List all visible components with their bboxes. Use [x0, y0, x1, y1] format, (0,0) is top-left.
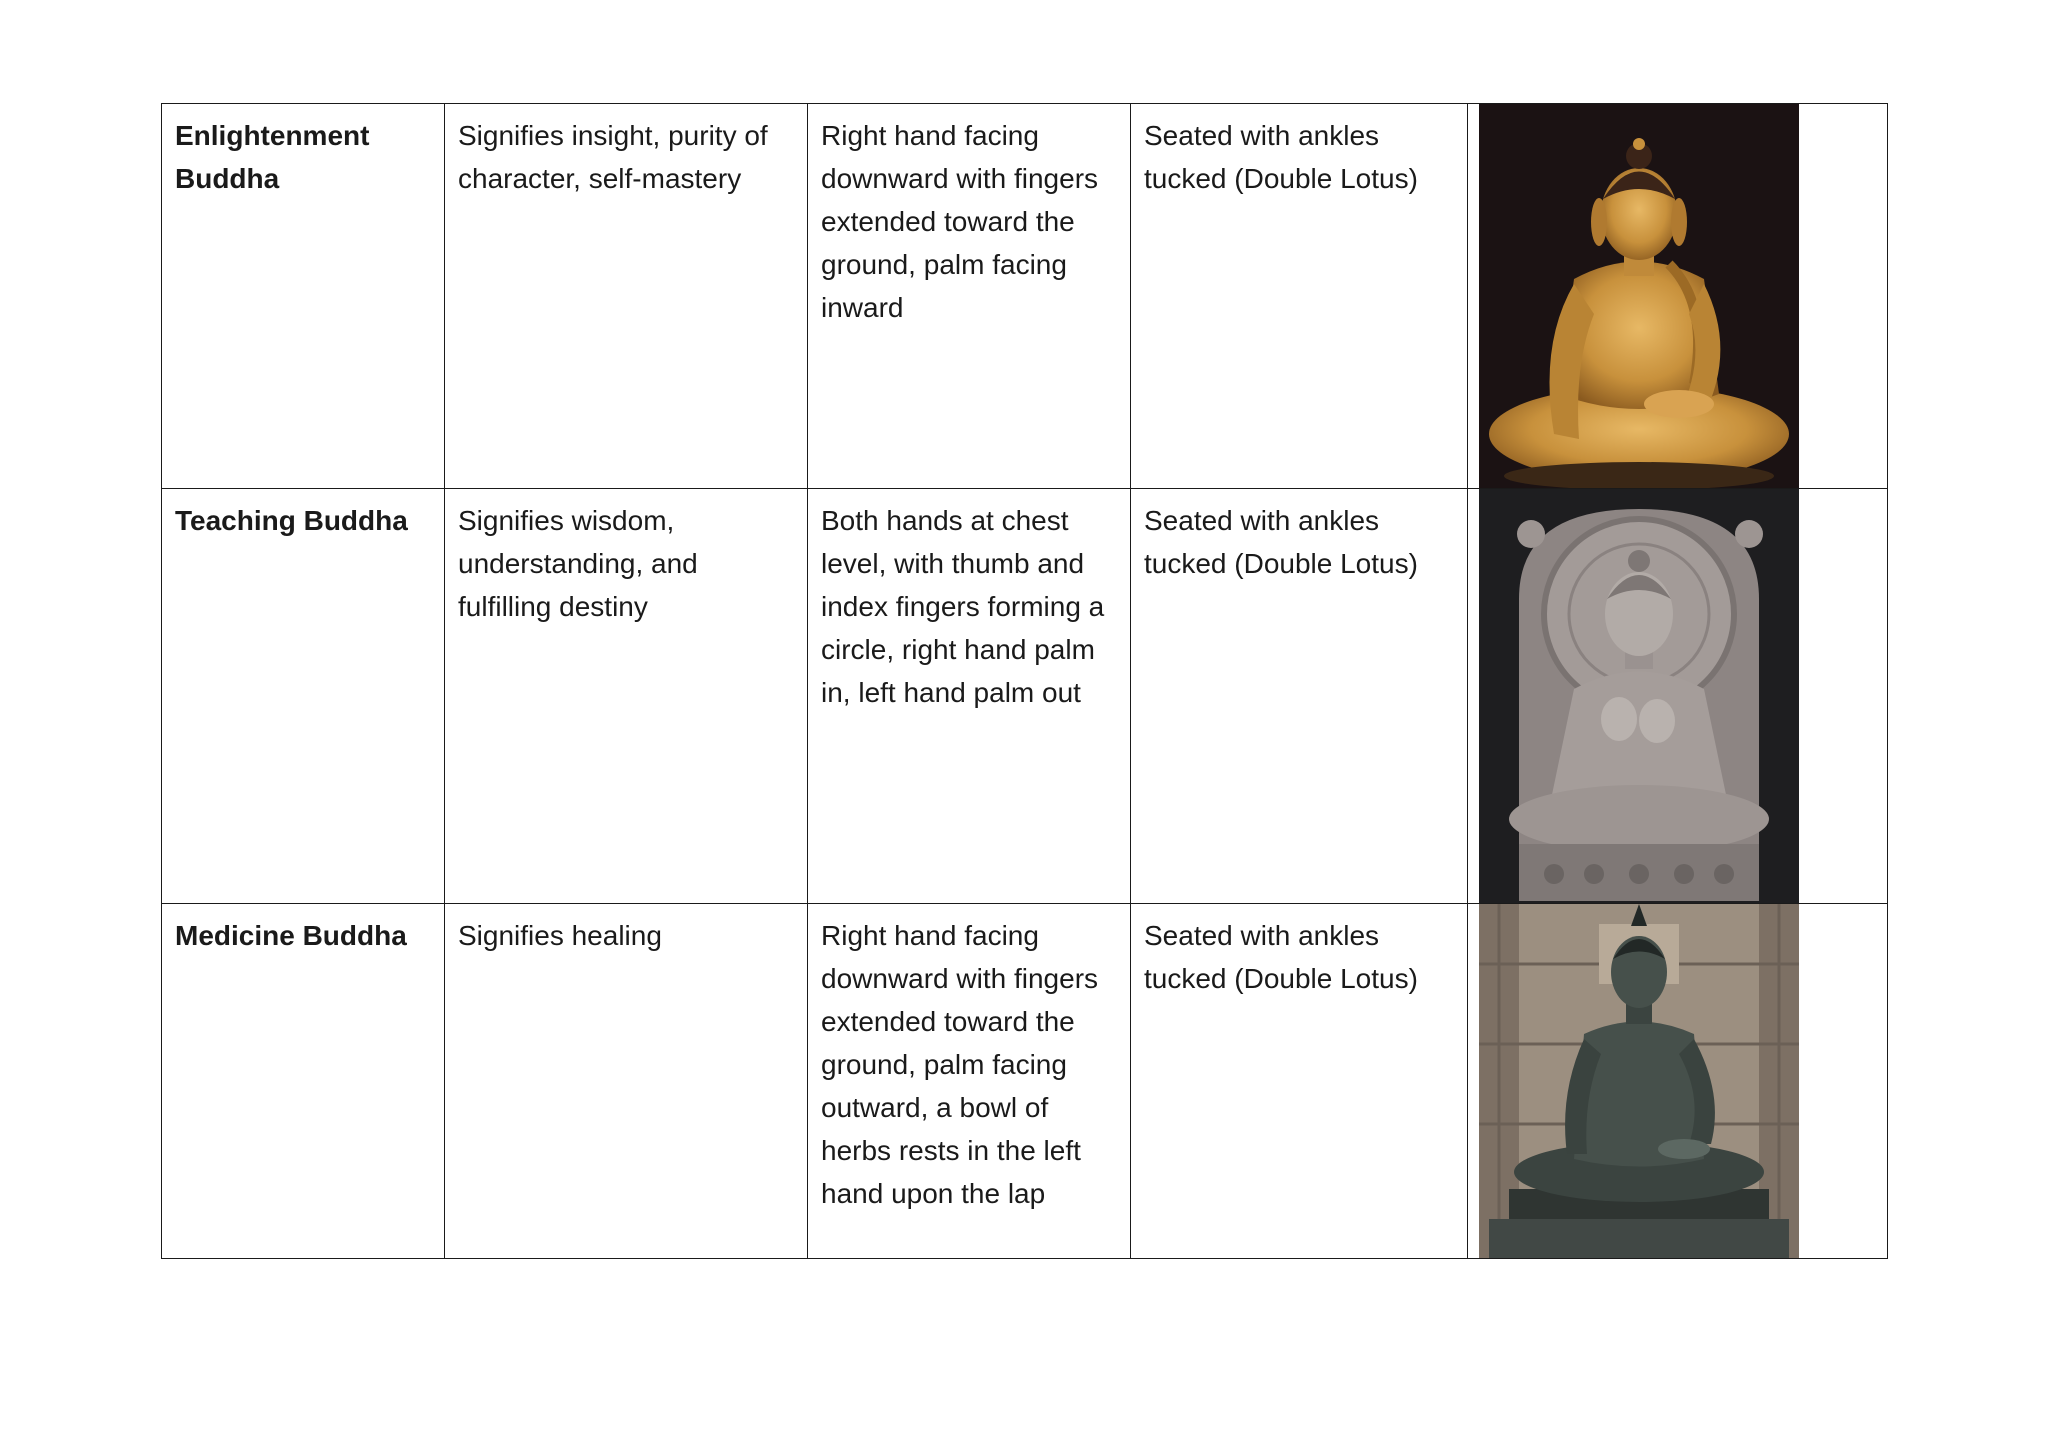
buddha-image-cell	[1468, 489, 1888, 904]
buddha-image-cell	[1468, 104, 1888, 489]
medicine-buddha-image	[1479, 904, 1799, 1258]
buddha-name: Teaching Buddha	[162, 489, 445, 904]
buddha-meaning: Signifies wisdom, understanding, and fulfilling destiny	[445, 489, 808, 904]
buddha-image-cell	[1468, 904, 1888, 1259]
buddha-hands: Right hand facing downward with fingers extended toward the ground, palm facing outward, a bowl of herbs rests in the left hand upon the lap	[808, 904, 1131, 1259]
buddha-poses-table	[161, 103, 1888, 1259]
enlightenment-buddha-image	[1479, 104, 1799, 488]
buddha-posture: Seated with ankles tucked (Double Lotus)	[1131, 489, 1468, 904]
buddha-meaning: Signifies healing	[445, 904, 808, 1259]
buddha-name: Enlightenment Buddha	[162, 104, 445, 489]
buddha-hands: Right hand facing downward with fingers extended toward the ground, palm facing inward	[808, 104, 1131, 489]
table-row	[162, 489, 1888, 904]
table-row	[162, 104, 1888, 489]
buddha-meaning: Signifies insight, purity of character, self-mastery	[445, 104, 808, 489]
buddha-posture: Seated with ankles tucked (Double Lotus)	[1131, 104, 1468, 489]
buddha-posture: Seated with ankles tucked (Double Lotus)	[1131, 904, 1468, 1259]
buddha-hands: Both hands at chest level, with thumb and index fingers forming a circle, right hand palm in, left hand palm out	[808, 489, 1131, 904]
table-row	[162, 904, 1888, 1259]
teaching-buddha-image	[1479, 489, 1799, 903]
buddha-name: Medicine Buddha	[162, 904, 445, 1259]
